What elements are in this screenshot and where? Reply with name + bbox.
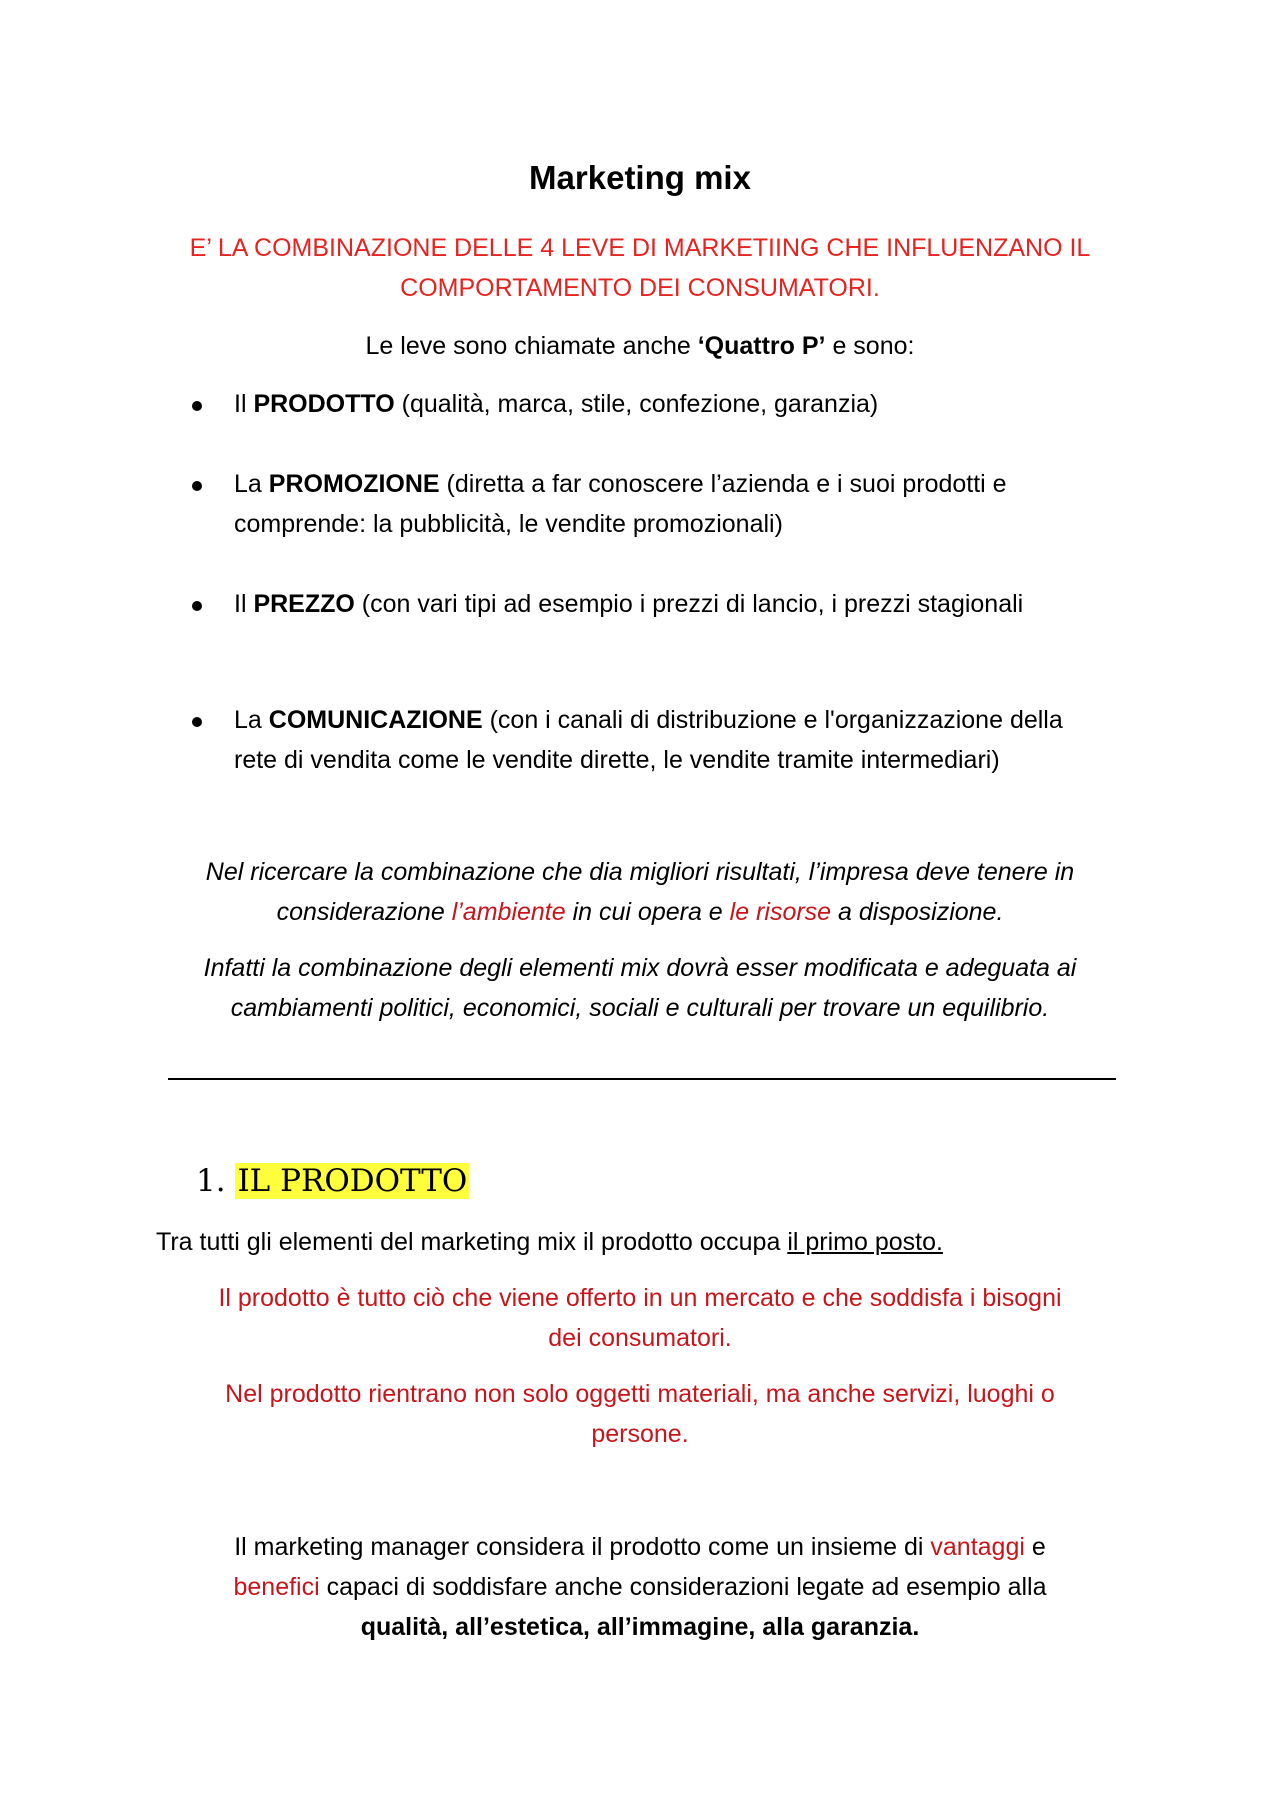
bullet-keyword: PROMOZIONE xyxy=(268,470,440,498)
bullet-text: (con vari tipi ad esempio i prezzi di lancio, i prezzi stagionali xyxy=(354,590,1024,618)
page-title: Marketing mix xyxy=(529,159,751,196)
text-span: in cui opera e xyxy=(565,898,730,926)
italic-paragraph-1 xyxy=(130,852,1150,932)
bullet-prefix: La xyxy=(234,470,269,498)
bullet-prefix: Il xyxy=(234,390,254,418)
bullet-dot-icon xyxy=(192,717,202,727)
italic-paragraph-2-line-2: cambiamenti politici, economici, sociali e culturali per trovare un equilibrio. xyxy=(230,994,1050,1022)
intro-bold: ‘Quattro P’ xyxy=(697,332,826,360)
section-number: 1. xyxy=(196,1163,226,1199)
bullet-text: (qualità, marca, stile, confezione, garanzia) xyxy=(394,390,879,418)
bullet-text-continued: rete di vendita come le vendite dirette, le vendite tramite intermediari) xyxy=(234,746,1000,774)
mm-line-2 xyxy=(130,1567,1150,1607)
mm-line-3 xyxy=(130,1607,1150,1647)
bullet-dot-icon xyxy=(192,481,202,491)
text-span: capaci di soddisfare anche considerazioni legate ad esempio alla xyxy=(319,1573,1047,1601)
definition-text xyxy=(130,228,1150,308)
text-span: e xyxy=(1024,1533,1046,1561)
prodotto-intro xyxy=(156,1222,1156,1262)
section-title: IL PRODOTTO xyxy=(237,1163,468,1199)
prodotto-includes-line-1: Nel prodotto rientrano non solo oggetti materiali, ma anche servizi, luoghi o xyxy=(225,1380,1055,1408)
italic-paragraph-1-line-2 xyxy=(130,892,1150,932)
intro-pre: Le leve sono chiamate anche xyxy=(365,332,698,360)
bullet-text: (diretta a far conoscere l’azienda e i suoi prodotti e xyxy=(439,470,1007,498)
intro-post: e sono: xyxy=(825,332,915,360)
prodotto-definition xyxy=(130,1278,1150,1358)
prodotto-includes-line-2: persone. xyxy=(591,1420,689,1448)
bullet-prefix: Il xyxy=(234,590,254,618)
section-heading xyxy=(196,1160,469,1202)
text-span: considerazione xyxy=(276,898,452,926)
italic-paragraph-2 xyxy=(130,948,1150,1028)
bullet-text: (con i canali di distribuzione e l'organizzazione della xyxy=(482,706,1063,734)
definition-line-2: COMPORTAMENTO DEI CONSUMATORI. xyxy=(400,274,880,302)
highlight-benefici: benefici xyxy=(233,1573,320,1601)
prodotto-includes xyxy=(130,1374,1150,1454)
prodotto-definition-line-1: Il prodotto è tutto ciò che viene offerto in un mercato e che soddisfa i bisogni xyxy=(218,1284,1062,1312)
bullet-keyword: PRODOTTO xyxy=(253,390,395,418)
prodotto-definition-line-2: dei consumatori. xyxy=(548,1324,732,1352)
italic-paragraph-2-line-1: Infatti la combinazione degli elementi mix dovrà esser modificata e adeguata ai xyxy=(203,954,1077,982)
bullet-keyword: COMUNICAZIONE xyxy=(268,706,483,734)
text-span: Tra tutti gli elementi del marketing mix il prodotto occupa xyxy=(156,1228,788,1256)
underlined-primo-posto: il primo posto. xyxy=(787,1228,943,1256)
bullet-dot-icon xyxy=(192,601,202,611)
text-span: a disposizione. xyxy=(831,898,1004,926)
italic-paragraph-1-line-1: Nel ricercare la combinazione che dia migliori risultati, l’impresa deve tenere in xyxy=(205,858,1075,886)
text-span: Il marketing manager considera il prodotto come un insieme di xyxy=(234,1533,931,1561)
highlight-ambiente: l’ambiente xyxy=(451,898,566,926)
highlight-vantaggi: vantaggi xyxy=(930,1533,1025,1561)
bullet-text-continued: comprende: la pubblicità, le vendite promozionali) xyxy=(234,510,783,538)
mm-line-1 xyxy=(130,1527,1150,1567)
marketing-manager-paragraph xyxy=(130,1527,1150,1647)
highlight-risorse: le risorse xyxy=(729,898,832,926)
intro-line xyxy=(130,326,1150,366)
mm-bold-list: qualità, all’estetica, all’immagine, alla garanzia. xyxy=(360,1613,920,1641)
bullet-prefix: La xyxy=(234,706,269,734)
bullet-keyword: PREZZO xyxy=(253,590,355,618)
bullet-dot-icon xyxy=(192,401,202,411)
definition-line-1: E’ LA COMBINAZIONE DELLE 4 LEVE DI MARKETIING CHE INFLUENZANO IL xyxy=(189,234,1091,262)
section-divider xyxy=(168,1078,1116,1080)
